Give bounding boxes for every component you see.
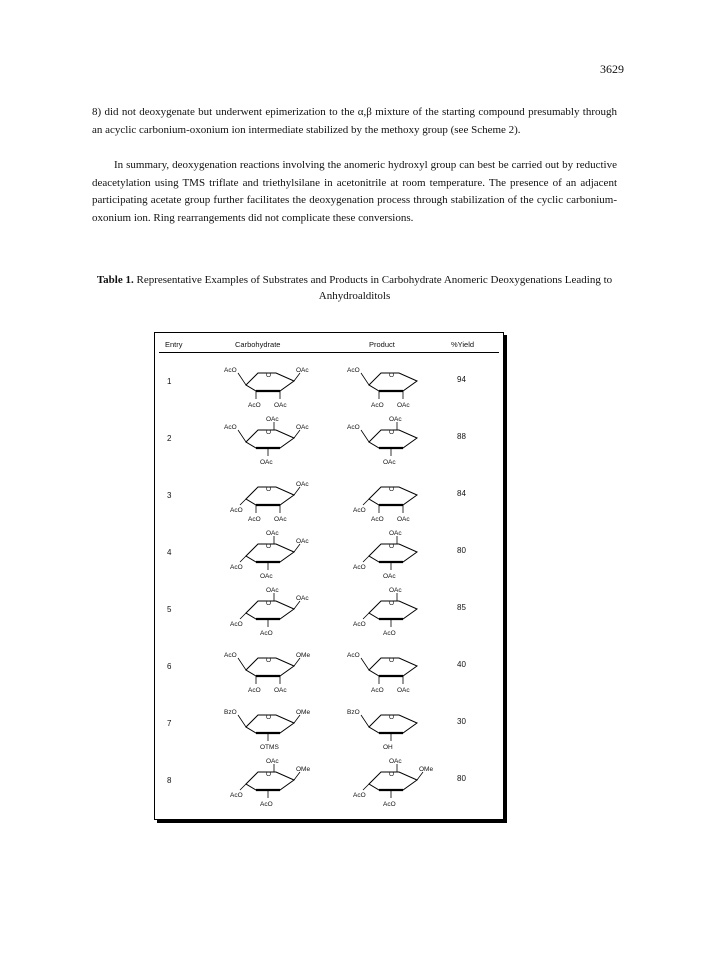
yield-value: 94 [457,375,466,384]
table-1 [154,332,504,820]
substrate-5-label-right: OAc [296,595,309,602]
product-3-ring-oxygen: O [389,486,395,493]
entry-number: 1 [167,377,172,386]
yield-value: 80 [457,774,466,783]
product-6-label-bl: AcO [371,687,384,694]
header-yield: %Yield [451,340,475,349]
product-2-label-top: OAc [389,416,402,423]
substrate-4-ring-oxygen: O [266,543,272,550]
product-4-label-top: OAc [389,530,402,537]
substrate-2-label-right: OAc [296,424,309,431]
substrate-5-label-top: OAc [266,587,279,594]
substrate-4-label-bottom: OAc [260,573,273,580]
substrate-1-ring-oxygen: O [266,372,272,379]
substrate-7-label-right: OMe [296,709,311,716]
yield-value: 88 [457,432,466,441]
product-8-ring-oxygen: O [389,771,395,778]
entry-number: 2 [167,434,172,443]
entry-number: 7 [167,719,172,728]
substrate-7-label-topleft: BzO [224,709,237,716]
substrate-1-label-bl: AcO [248,402,261,409]
header-entry: Entry [165,340,183,349]
substrate-2-ring-oxygen: O [266,429,272,436]
yield-value: 40 [457,660,466,669]
product-6-label-br: OAc [397,687,410,694]
substrate-1-label-topleft: AcO [224,367,237,374]
product-3-label-bl: AcO [371,516,384,523]
product-5-label-top: OAc [389,587,402,594]
yield-value: 80 [457,546,466,555]
product-7-label-topleft: BzO [347,709,360,716]
substrate-3-label-right: OAc [296,481,309,488]
product-1-label-bl: AcO [371,402,384,409]
substrate-8-label-right: OMe [296,766,311,773]
product-6-label-topleft: AcO [347,652,360,659]
substrate-6-label-topleft: AcO [224,652,237,659]
entry-number: 3 [167,491,172,500]
paragraph-1: 8) did not deoxygenate but underwent epimerization to the α,β mixture of the starting compound presumably through an acyclic carbonium-oxonium ion intermediate stabilized by the methoxy group (see Scheme 2). [92,106,617,136]
substrate-5-label-left: AcO [230,621,243,628]
substrate-3-ring-oxygen: O [266,486,272,493]
substrate-2-label-top: OAc [266,416,279,423]
product-8-label-left: AcO [353,792,366,799]
yield-value: 30 [457,717,466,726]
substrate-7-label-bottom: OTMS [260,744,279,751]
product-2-label-bottom: OAc [383,459,396,466]
product-5-label-bottom: AcO [383,630,396,637]
header-carbohydrate: Carbohydrate [235,340,281,349]
product-1-label-topleft: AcO [347,367,360,374]
product-1-label-br: OAc [397,402,410,409]
product-8-label-bottom: AcO [383,801,396,808]
substrate-4-label-top: OAc [266,530,279,537]
substrate-4-label-left: AcO [230,564,243,571]
product-5-ring-oxygen: O [389,600,395,607]
product-5-label-left: AcO [353,621,366,628]
product-4-label-bottom: OAc [383,573,396,580]
product-7-ring-oxygen: O [389,714,395,721]
substrate-6-label-bl: AcO [248,687,261,694]
substrate-4-label-right: OAc [296,538,309,545]
substrate-1-label-right: OAc [296,367,309,374]
structures-layer [155,333,503,819]
product-6-ring-oxygen: O [389,657,395,664]
substrate-3-label-left: AcO [230,507,243,514]
table-caption [92,272,617,304]
product-4-label-left: AcO [353,564,366,571]
product-4-ring-oxygen: O [389,543,395,550]
product-2-label-topleft: AcO [347,424,360,431]
substrate-8-label-top: OAc [266,758,279,765]
substrate-8-label-bottom: AcO [260,801,273,808]
substrate-5-ring-oxygen: O [266,600,272,607]
substrate-8-label-left: AcO [230,792,243,799]
yield-value: 84 [457,489,466,498]
table-caption-text: Representative Examples of Substrates and Products in Carbohydrate Anomeric Deoxygenations Leading to Anhydroalditols [136,274,613,302]
table-caption-label: Table 1. [96,274,134,286]
substrate-6-label-right: OMe [296,652,311,659]
entry-number: 4 [167,548,172,557]
substrate-6-label-br: OAc [274,687,287,694]
substrate-3-label-br: OAc [274,516,287,523]
product-3-label-left: AcO [353,507,366,514]
substrate-1-label-br: OAc [274,402,287,409]
page-number: 3629 [600,62,624,76]
product-3-label-br: OAc [397,516,410,523]
substrate-5-label-bottom: AcO [260,630,273,637]
product-1-ring-oxygen: O [389,372,395,379]
entry-number: 6 [167,662,172,671]
product-8-label-right: OMe [419,766,434,773]
paragraph-2: In summary, deoxygenation reactions involving the anomeric hydroxyl group can best be carried out by reductive deacetylation using TMS triflate and triethylsilane in acetonitrile at room temperature. The presence of an adjacent participating acetate group further facilitates the deoxygenation process through stabilization of the cyclic carbonium-oxonium ion. Ring rearrangements did not complicate these conversions. [92,159,617,224]
substrate-7-ring-oxygen: O [266,714,272,721]
header-product: Product [369,340,395,349]
substrate-2-label-topleft: AcO [224,424,237,431]
entry-number: 5 [167,605,172,614]
substrate-2-label-bottom: OAc [260,459,273,466]
substrate-6-ring-oxygen: O [266,657,272,664]
substrate-8-ring-oxygen: O [266,771,272,778]
product-7-label-bottom: OH [383,744,393,751]
yield-value: 85 [457,603,466,612]
product-8-label-top: OAc [389,758,402,765]
substrate-3-label-bl: AcO [248,516,261,523]
product-2-ring-oxygen: O [389,429,395,436]
entry-number: 8 [167,776,172,785]
